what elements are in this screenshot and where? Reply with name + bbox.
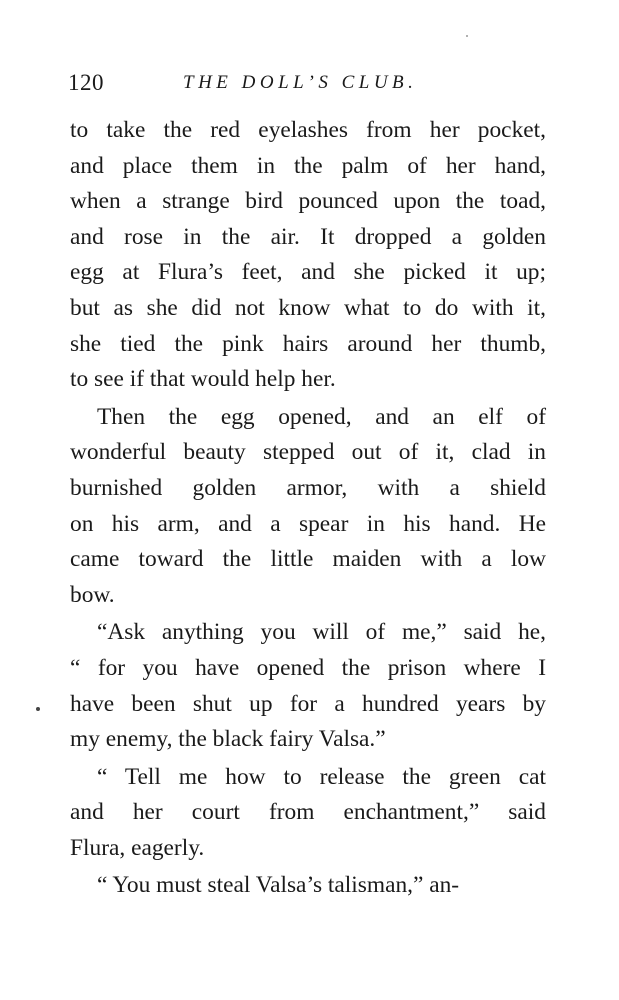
print-speck — [36, 707, 40, 711]
text-line: but as she did not know what to do with it, — [70, 294, 546, 321]
running-title: THE DOLL’S CLUB. — [183, 72, 418, 93]
text-line: “Ask anything you will of me,” said he, — [97, 619, 546, 646]
text-line: egg at Flura’s feet, and she picked it up; — [70, 259, 546, 286]
text-line: burnished golden armor, with a shield — [70, 474, 546, 501]
text-line: have been shut up for a hundred years by — [70, 690, 546, 717]
text-line: to see if that would help her. — [70, 366, 336, 393]
text-line: “ for you have opened the prison where I — [70, 654, 546, 681]
text-line: Then the egg opened, and an elf of — [97, 403, 546, 430]
page-number: 120 — [68, 70, 104, 95]
text-line: and rose in the air. It dropped a golden — [70, 223, 546, 250]
text-line: bow. — [70, 581, 115, 608]
paragraph — [70, 868, 546, 904]
page-header — [68, 70, 548, 100]
text-line: on his arm, and a spear in his hand. He — [70, 510, 546, 537]
paragraph — [70, 400, 546, 614]
text-line: and her court from enchantment,” said — [70, 799, 546, 826]
text-line: came toward the little maiden with a low — [70, 546, 546, 573]
paragraph — [70, 113, 546, 398]
text-line: Flura, eagerly. — [70, 834, 205, 861]
text-line: “ You must steal Valsa’s talisman,” an- — [97, 872, 460, 899]
text-line: “ Tell me how to release the green cat — [97, 763, 546, 790]
print-speck — [466, 35, 468, 37]
paragraph — [70, 760, 546, 867]
text-line: she tied the pink hairs around her thumb, — [70, 330, 546, 357]
text-line: wonderful beauty stepped out of it, clad in — [70, 439, 546, 466]
body-text — [70, 113, 546, 904]
text-line: my enemy, the black fairy Valsa.” — [70, 726, 386, 753]
text-line: to take the red eyelashes from her pocket, — [70, 117, 546, 143]
text-line: when a strange bird pounced upon the toad, — [70, 188, 546, 215]
paragraph — [70, 615, 546, 757]
text-line: and place them in the palm of her hand, — [70, 152, 546, 179]
